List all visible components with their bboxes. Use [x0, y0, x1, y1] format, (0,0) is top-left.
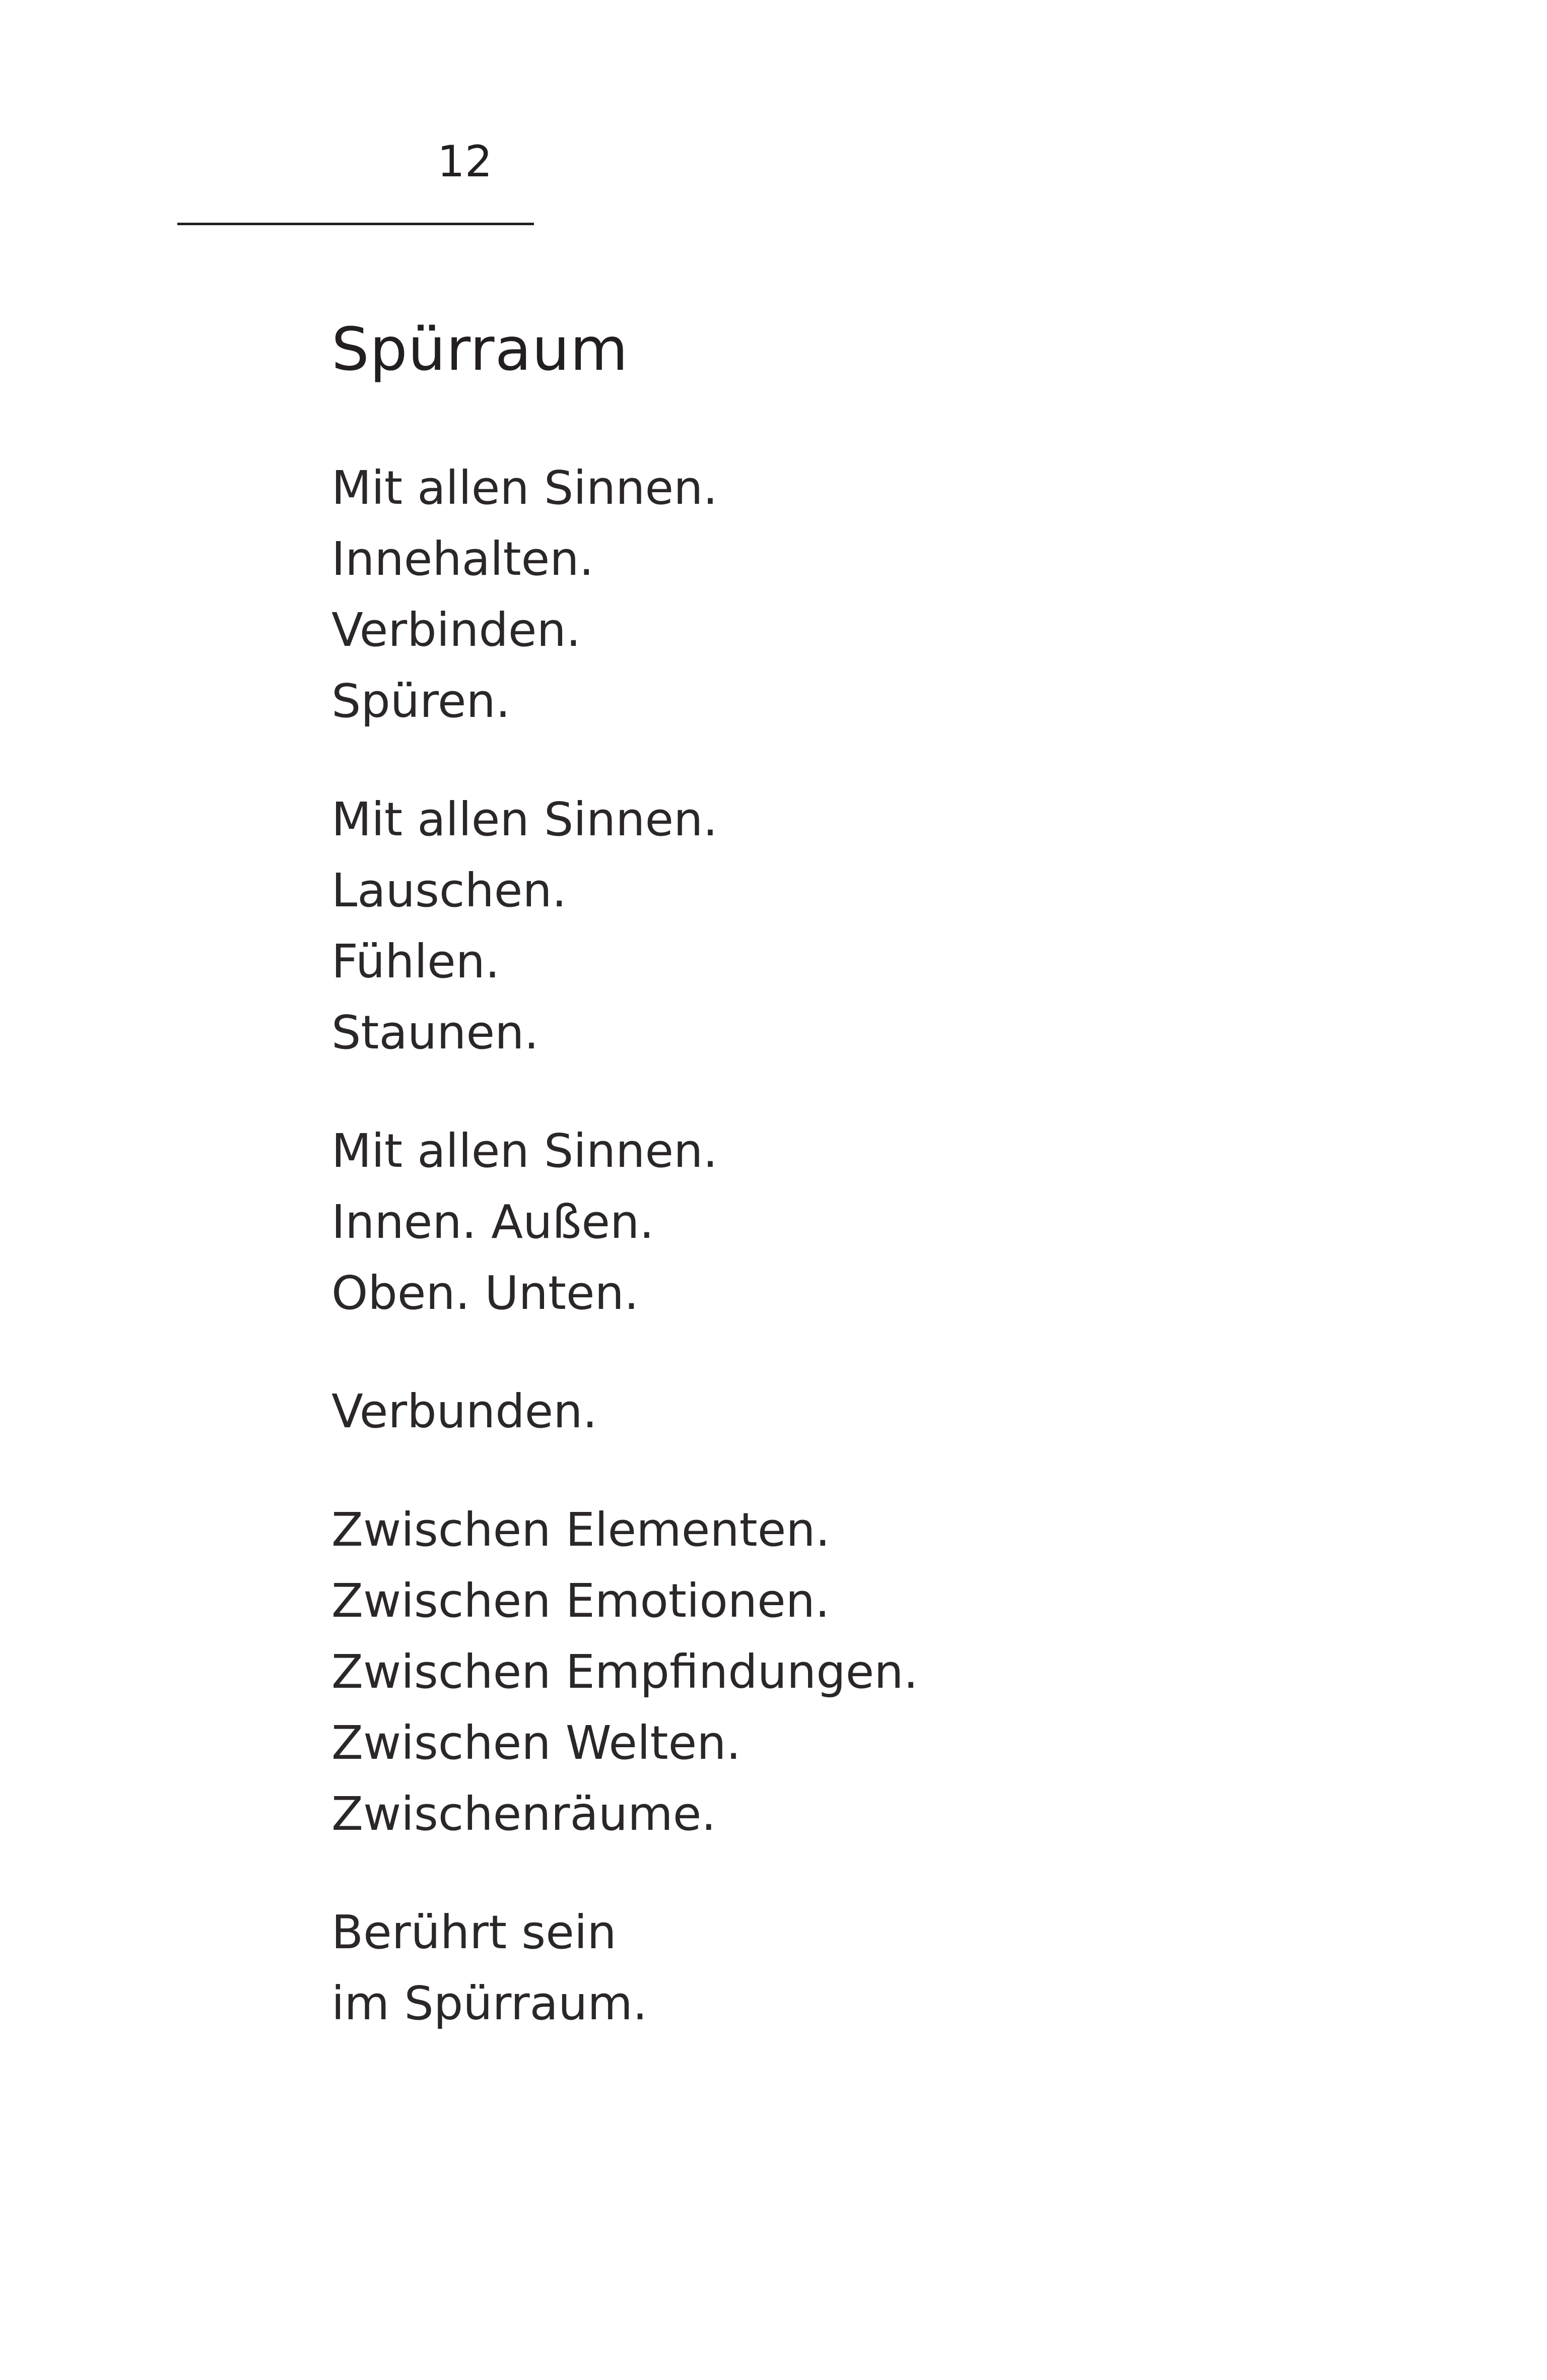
header-rule: [177, 223, 534, 225]
poem-title: Spürraum: [331, 314, 629, 384]
poem-line: Staunen.: [331, 1006, 539, 1060]
stanza: [331, 1376, 1440, 1447]
poem-line: Zwischen Emotionen.: [331, 1574, 830, 1628]
poem-line: Innehalten.: [331, 532, 594, 586]
poem-line: Innen. Außen.: [331, 1195, 654, 1249]
poem-line: Zwischen Elementen.: [331, 1503, 830, 1557]
stanza: [331, 1897, 1440, 2039]
poem-body: [331, 452, 1440, 2086]
stanza: [331, 452, 1440, 737]
stanza: [331, 1494, 1440, 1849]
poem-line: Zwischenräume.: [331, 1787, 716, 1841]
poem-line: Berührt sein: [331, 1905, 617, 1959]
stanza: [331, 784, 1440, 1068]
poem-line: Mit allen Sinnen.: [331, 461, 718, 515]
poem-line: Verbinden.: [331, 603, 581, 657]
poem-line: Oben. Unten.: [331, 1266, 639, 1320]
poem-line: Lauschen.: [331, 864, 567, 917]
stanza: [331, 1115, 1440, 1329]
poem-line: im Spürraum.: [331, 1976, 648, 2030]
poem-line: Zwischen Welten.: [331, 1716, 741, 1770]
poem-line: Fühlen.: [331, 935, 500, 988]
poem-line: Spüren.: [331, 674, 511, 728]
poem-line: Mit allen Sinnen.: [331, 1124, 718, 1178]
poem-line: Mit allen Sinnen.: [331, 792, 718, 846]
poem-line: Zwischen Empfindungen.: [331, 1645, 918, 1699]
poem-line: Verbunden.: [331, 1384, 597, 1438]
page-number: 12: [437, 137, 493, 187]
